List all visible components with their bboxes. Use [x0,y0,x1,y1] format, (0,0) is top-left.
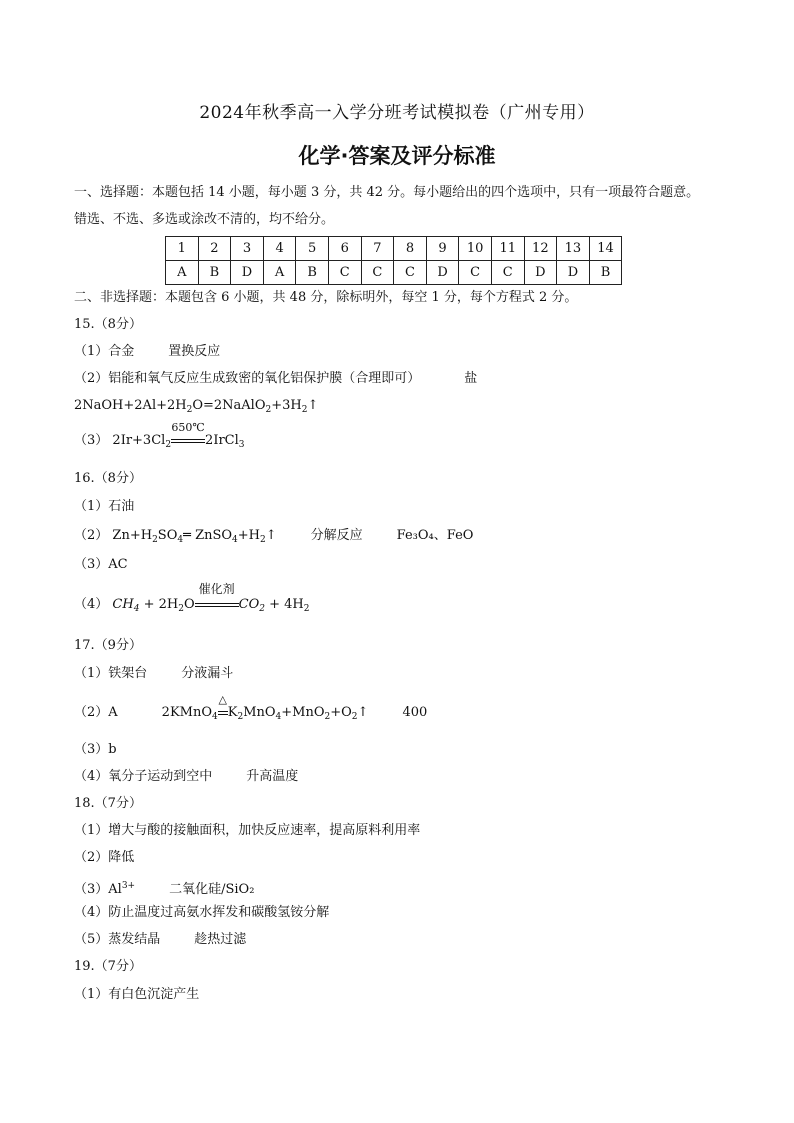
answer-table-number-cell: 6 [328,237,361,261]
eq-text: O=2NaAlO [192,398,266,413]
answer-table-number-cell: 9 [426,237,459,261]
q17-part4 [74,768,298,786]
answer-table-number-cell: 10 [459,237,492,261]
eq-subscript: 4 [212,712,218,722]
eq-text: +MnO [281,705,325,720]
eq-text: Zn+H [112,528,153,543]
eq-subscript: 2 [260,535,266,545]
eq-text: O [183,597,195,612]
q15-equation [74,397,318,419]
q16-part2-oxides: Fe₃O₄、FeO [396,528,474,543]
equals-bar [171,439,205,443]
section2-instructions: 二、非选择题：本题包含 6 小题，共 48 分，除标明外，每空 1 分，每个方程式 2 分。 [74,290,578,305]
answer-table-number-cell: 8 [394,237,427,261]
equals-bar [218,711,228,715]
q18-part3 [74,877,254,899]
q17-heading: 17.（9分） [74,638,142,653]
q16-part2-label: （2） [74,528,109,543]
eq-subscript: 2 [301,405,308,415]
eq-subscript: 4 [177,535,184,545]
q15-part1-answer-b: 置换反应 [168,344,221,359]
q19-heading: 19.（7分） [74,959,142,974]
eq-text: 2KMnO [161,705,212,720]
answer-table-answer-cell: D [426,261,459,285]
q17-part4-answer-b: 升高温度 [246,769,299,784]
q15-part1-answer-a: （1）合金 [74,344,135,359]
q17-part1 [74,665,233,683]
q15-part3 [74,421,245,454]
answer-table-number-cell: 13 [557,237,590,261]
answer-table-answer-cell: C [328,261,361,285]
q17-part4-answer-a: （4）氧分子运动到空中 [74,769,213,784]
eq-subscript: 2 [178,604,184,614]
eq-subscript: 2 [237,712,244,722]
eq-subscript: 2 [265,405,272,415]
q18-part5 [74,931,246,949]
answer-table-answer-cell: C [361,261,394,285]
eq-subscript: 4 [133,604,140,614]
answer-table-answer-cell: D [231,261,264,285]
answer-table-number-cell: 14 [589,237,622,261]
eq-subscript: 2 [303,604,310,614]
q17-part1-answer-b: 分液漏斗 [181,666,234,681]
q18-part2: （2）降低 [74,850,135,865]
answer-table-answer-row [166,261,622,285]
q15-part2-answer-b: 盐 [464,371,478,386]
q17-part3: （3）b [74,742,117,757]
page-title: 2024年秋季高一入学分班考试模拟卷（广州专用） [199,103,595,123]
eq-text: + 4H [269,597,304,612]
q15-part3-label: （3） [74,433,109,448]
answer-table-answer-cell: C [459,261,492,285]
answer-table-answer-cell: B [198,261,231,285]
eq-text: 2IrCl [205,433,239,448]
eq-subscript: 2 [259,604,265,614]
q18-part4: （4）防止温度过高氨水挥发和碳酸氢铵分解 [74,905,330,920]
eq-text: K [227,705,238,720]
q18-part5-answer-a: （5）蒸发结晶 [74,932,161,947]
answer-table-answer-cell: A [263,261,296,285]
q18-part1: （1）增大与酸的接触面积，加快反应速率，提高原料利用率 [74,823,421,838]
eq-text: 2Ir+3Cl [112,433,166,448]
reaction-condition [195,582,239,614]
q17-part2-answer-a: （2）A [74,705,118,720]
section1-instructions-line2: 错选、不选、多选或涂改不清的，均不给分。 [74,212,335,227]
eq-text: +H [237,528,261,543]
eq-text: ↑ [265,528,277,543]
eq-subscript: 2 [324,712,331,722]
eq-subscript: 4 [232,535,238,545]
answer-table-number-cell: 5 [296,237,329,261]
q18-part3-answer-b: 二氧化硅/SiO₂ [169,882,255,897]
eq-text: MnO [243,705,276,720]
answer-table-number-cell: 1 [166,237,199,261]
eq-subscript: 3 [238,440,245,450]
answer-table-answer-cell: C [394,261,427,285]
eq-text: +O [330,705,352,720]
reaction-condition [171,421,205,450]
eq-subscript: 2 [165,440,172,450]
q15-part1 [74,343,220,361]
q15-part2-answer-a: （2）铝能和氧气反应生成致密的氧化铝保护膜（合理即可） [74,371,421,386]
condition-text: 650℃ [171,421,205,434]
q18-part5-answer-b: 趁热过滤 [194,932,247,947]
eq-text: ↑ [307,398,319,413]
answer-table-answer-cell: B [296,261,329,285]
q16-heading: 16.（8分） [74,471,142,486]
equals-bar [195,603,239,607]
q16-part4 [74,582,310,618]
eq-superscript: 3+ [121,881,136,891]
eq-text: + 2H [143,597,179,612]
q17-part1-answer-a: （1）铁架台 [74,666,148,681]
answer-table-number-cell: 7 [361,237,394,261]
q16-part3: （3）AC [74,557,128,572]
eq-text: SO [157,528,178,543]
reaction-condition [218,693,228,722]
answer-table [165,236,622,285]
answer-table-number-cell: 2 [198,237,231,261]
q15-part2 [74,370,477,388]
answer-table-number-cell: 12 [524,237,557,261]
answer-table-answer-cell: D [524,261,557,285]
q17-part2 [74,693,428,726]
q19-part1: （1）有白色沉淀产生 [74,987,200,1002]
condition-text: 催化剂 [198,582,235,596]
answer-table-answer-cell: D [557,261,590,285]
q16-part4-label: （4） [74,597,109,612]
q18-heading: 18.（7分） [74,796,142,811]
eq-subscript: 2 [351,712,358,722]
page-subtitle: 化学·答案及评分标准 [298,144,496,168]
eq-subscript: 2 [152,535,158,545]
section1-instructions-line1: 一、选择题：本题包括 14 小题，每小题 3 分，共 42 分。每小题给出的四个选项中，只有一项最符合题意。 [74,185,700,200]
answer-table-answer-cell: C [491,261,524,285]
q18-part3-answer-a: （3）Al [74,882,122,897]
q16-part2 [74,527,473,549]
q16-part1: （1）石油 [74,499,135,514]
q17-part2-answer-c: 400 [402,705,428,720]
eq-text: ═ ZnSO [183,528,233,543]
eq-subscript: 2 [186,405,193,415]
eq-text: ↑ [357,705,369,720]
q15-heading: 15.（8分） [74,317,142,332]
answer-table-number-row [166,237,622,261]
q16-part2-reaction-type: 分解反应 [310,528,363,543]
condition-text: △ [218,693,227,706]
eq-text: CO [238,597,260,612]
eq-text: CH [112,597,134,612]
eq-subscript: 4 [275,712,282,722]
eq-text: +3H [271,398,302,413]
answer-table-number-cell: 11 [491,237,524,261]
answer-table-number-cell: 3 [231,237,264,261]
answer-table-answer-cell: A [166,261,199,285]
answer-table-answer-cell: B [589,261,622,285]
answer-table-number-cell: 4 [263,237,296,261]
eq-text: 2NaOH+2Al+2H [74,398,187,413]
